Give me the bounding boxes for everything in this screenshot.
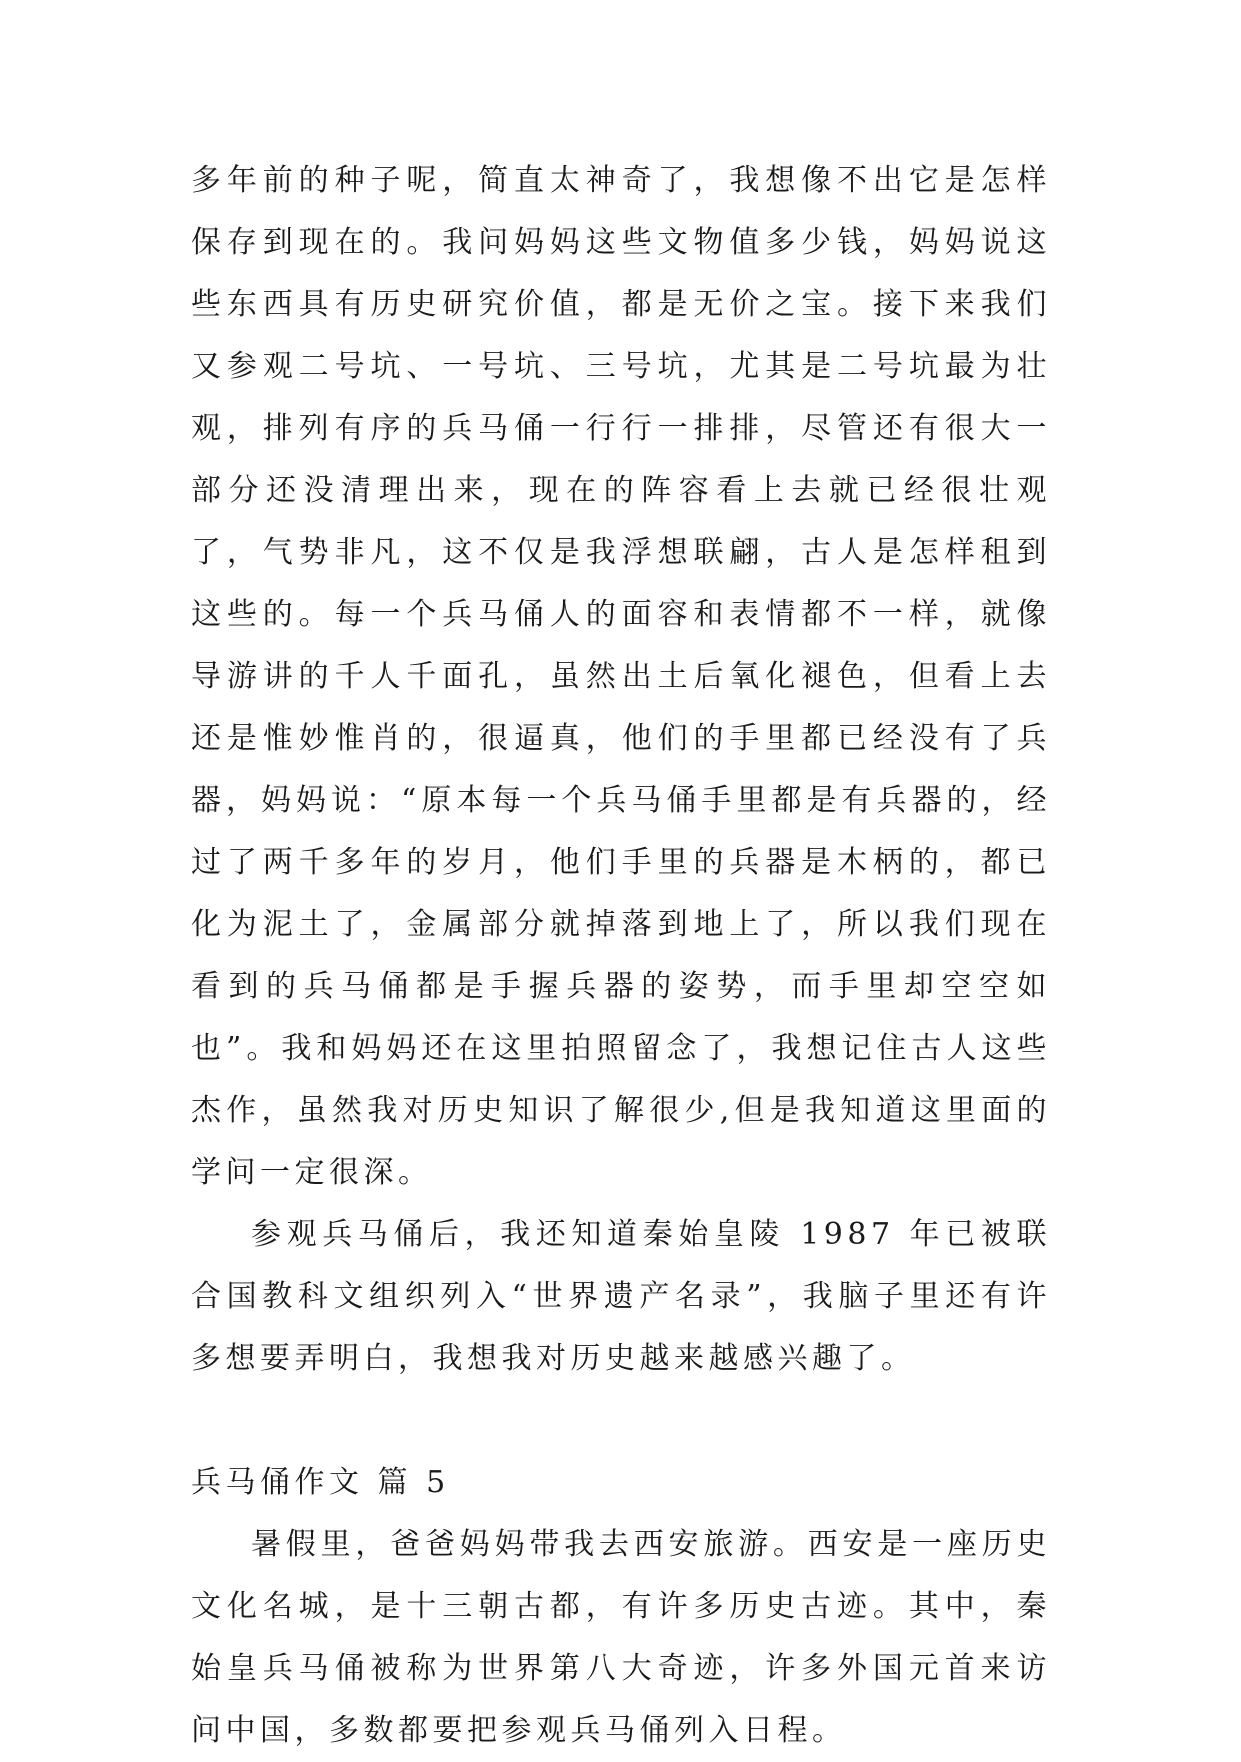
body-paragraph: 参观兵马俑后，我还知道秦始皇陵 1987 年已被联合国教科文组织列入“世界遗产名录”，我脑子里还有许多想要弄明白，我想我对历史越来越感兴趣了。 <box>191 1217 1051 1376</box>
section-heading: 兵马俑作文 篇 5 <box>191 1465 450 1500</box>
body-paragraph: 多年前的种子呢，简直太神奇了，我想像不出它是怎样保存到现在的。我问妈妈这些文物值多少钱，妈妈说这些东西具有历史研究价值，都是无价之宝。接下来我们又参观二号坑、一号坑、三号坑，尤其是二号坑最为壮观，排列有序的兵马俑一行行一排排，尽管还有很大一部分还没清理出来，现在的阵容看上去就已经很壮观了，气势非凡，这不仅是我浮想联翩，古人是怎样租到这些的。每一个兵马俑人的面容和表情都不一样，就像导游讲的千人千面孔，虽然出土后氧化褪色，但看上去还是惟妙惟肖的，很逼真，他们的手里都已经没有了兵器，妈妈说：“原本每一个兵马俑手里都是有兵器的，经过了两千多年的岁月，他们手里的兵器是木柄的，都已化为泥土了，金属部分就掉落到地上了，所以我们现在看到的兵马俑都是手握兵器的姿势，而手里却空空如也”。我和妈妈还在这里拍照留念了，我想记住古人这些杰作，虽然我对历史知识了解很少,但是我知道这里面的学问一定很深。 <box>191 163 1051 1190</box>
body-paragraph: 暑假里，爸爸妈妈带我去西安旅游。西安是一座历史文化名城，是十三朝古都，有许多历史古迹。其中，秦始皇兵马俑被称为世界第八大奇迹，许多外国元首来访问中国，多数都要把参观兵马俑列入日程。 <box>191 1527 1051 1748</box>
document-body <box>191 150 1051 1762</box>
